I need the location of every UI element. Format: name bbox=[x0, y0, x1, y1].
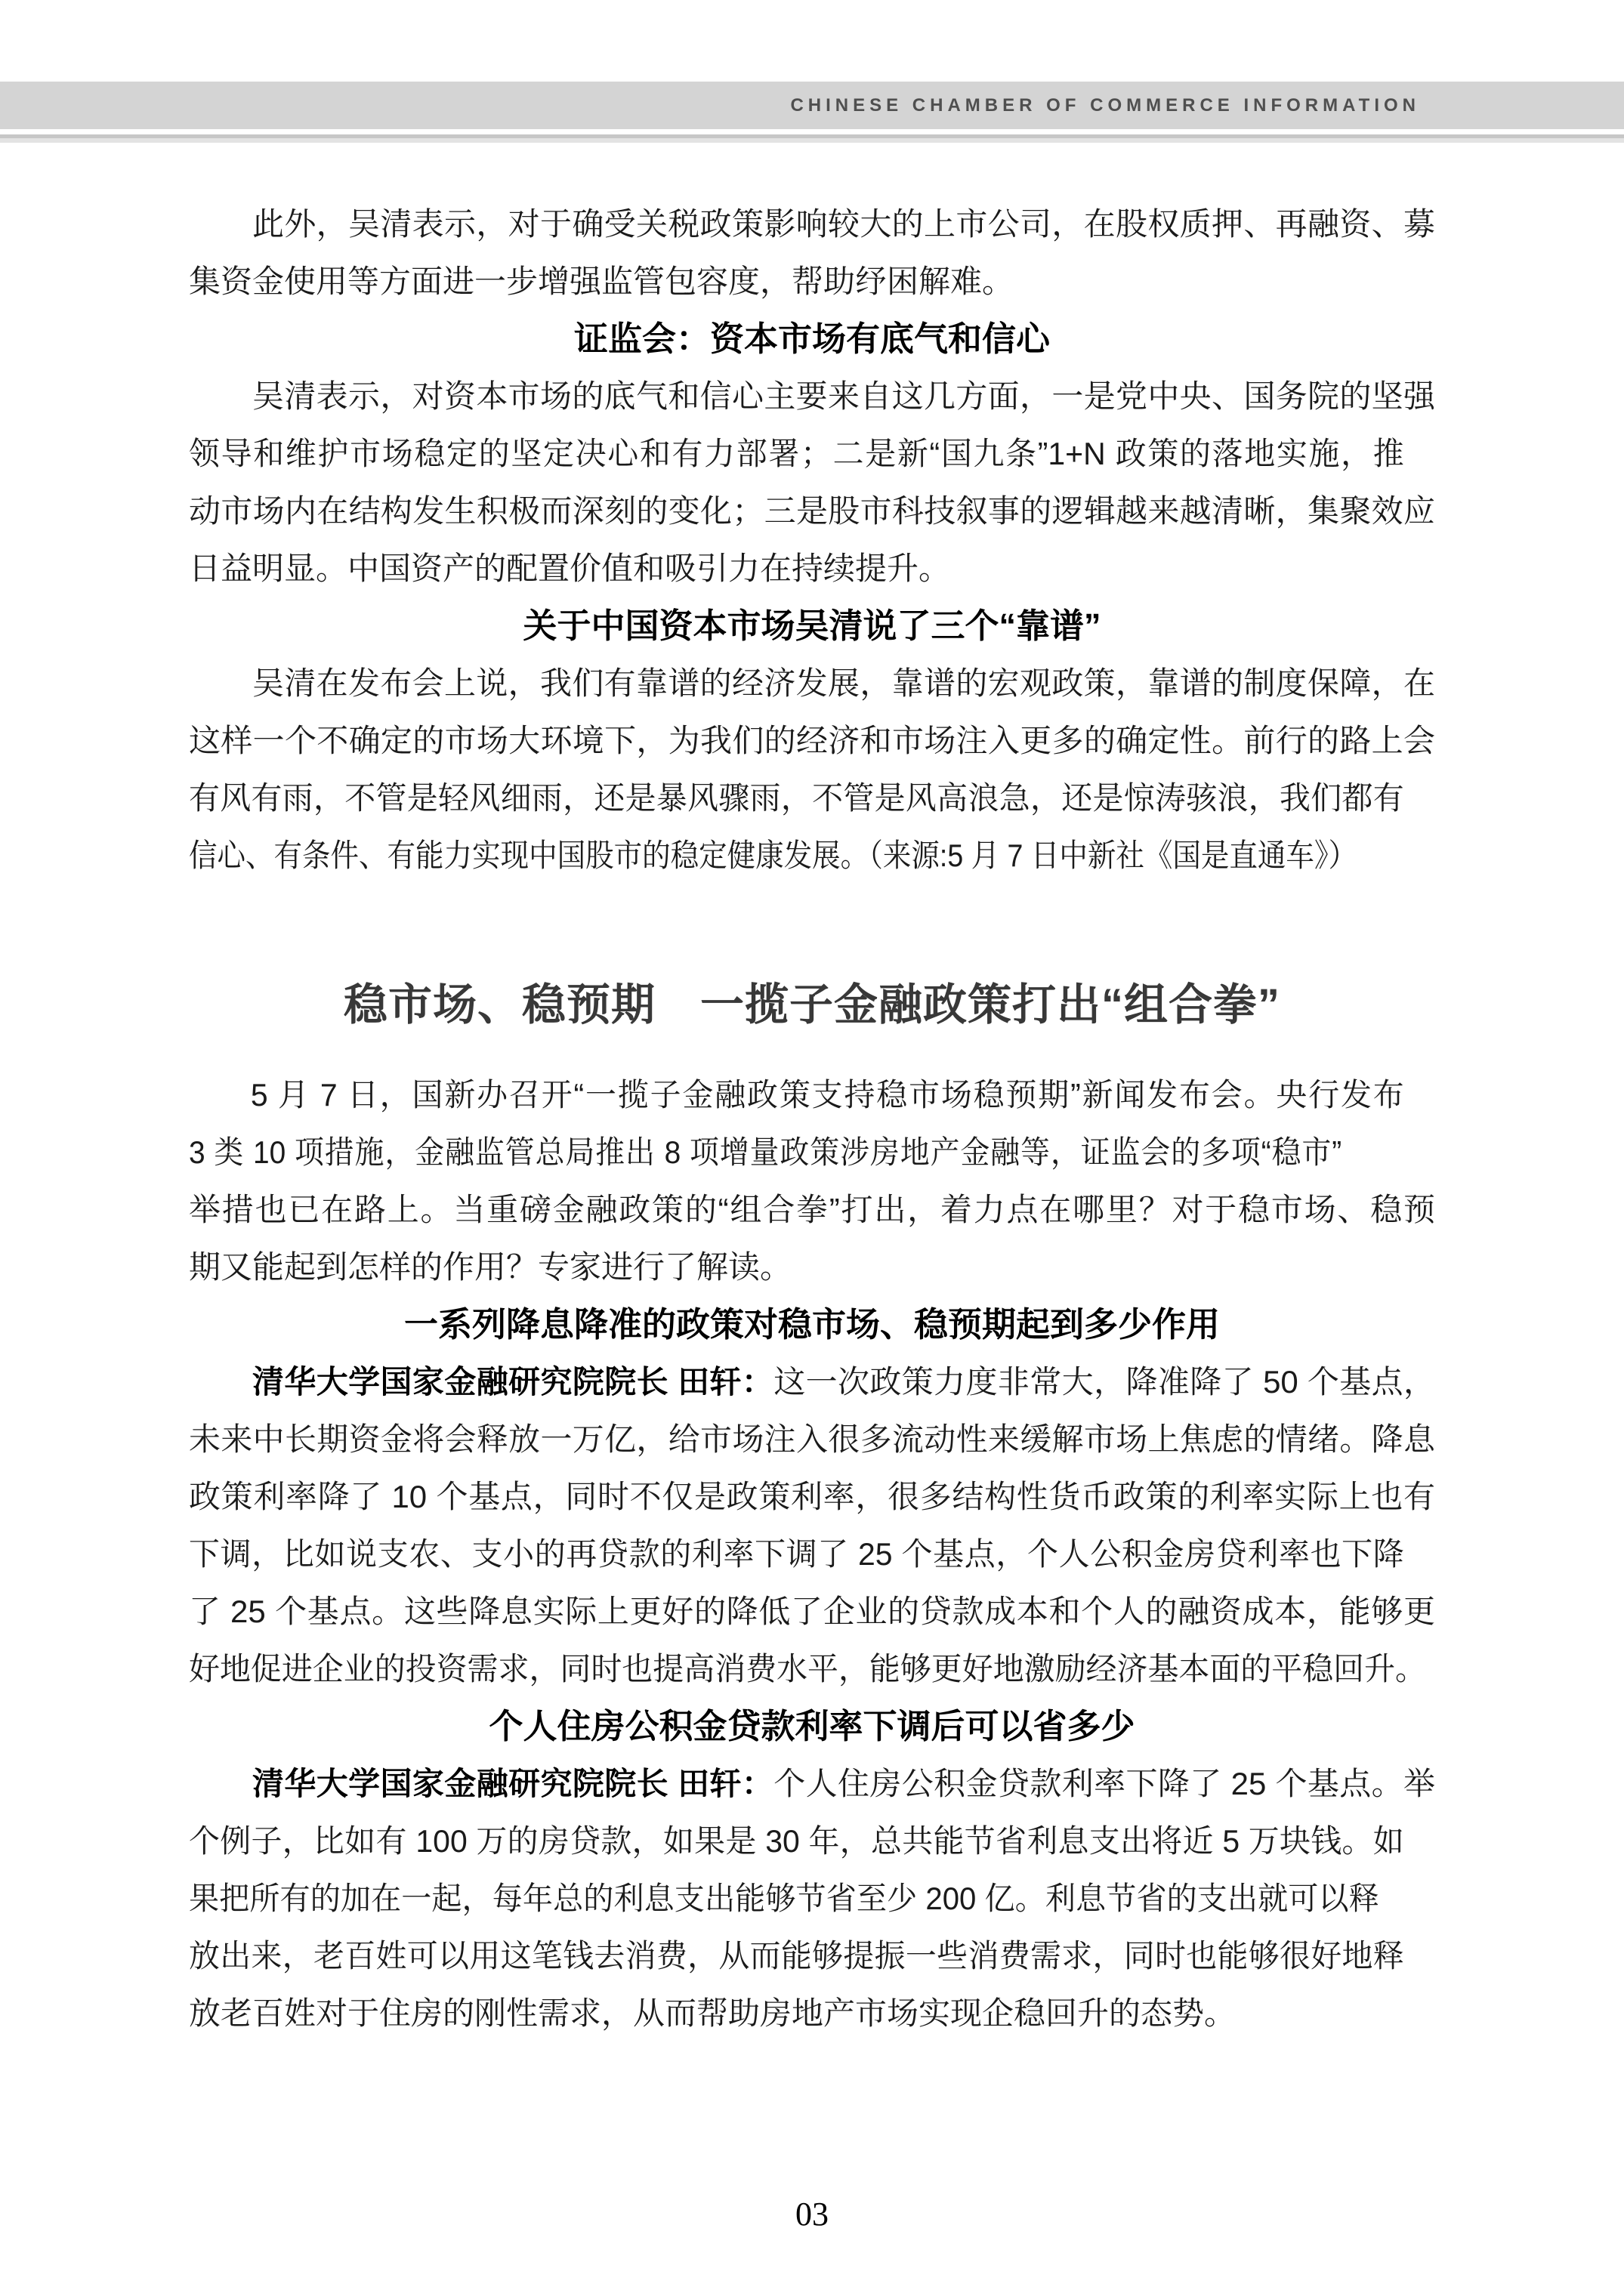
text-line: 领导和维护市场稳定的坚定决心和有力部署；二是新“国九条”1+N 政策的落地实施，推 bbox=[189, 436, 1404, 471]
page-number: 03 bbox=[795, 2196, 829, 2233]
text-line: 好地促进企业的投资需求，同时也提高消费水平，能够更好地激励经济基本面的平稳回升。 bbox=[189, 1651, 1427, 1687]
article-body bbox=[189, 196, 1435, 2042]
text-run: 这一次政策力度非常大，降准降了 50 个基点， bbox=[773, 1364, 1436, 1400]
header-divider-light bbox=[0, 138, 1624, 143]
speaker-name: 清华大学国家金融研究院院长 田轩： bbox=[252, 1766, 774, 1801]
text-line: 放老百姓对于住房的刚性需求，从而帮助房地产市场实现企稳回升的态势。 bbox=[189, 1995, 1237, 2031]
text-line: 信心、有条件、有能力实现中国股市的稳定健康发展。（来源:5 月 7 日中新社《国是直通车》） bbox=[189, 838, 1357, 873]
text-line: 政策利率降了 10 个基点，同时不仅是政策利率，很多结构性货币政策的利率实际上也有 bbox=[189, 1479, 1435, 1514]
text-line: 有风有雨，不管是轻风细雨，还是暴风骤雨，不管是风高浪急，还是惊涛骇浪，我们都有 bbox=[189, 780, 1404, 816]
paragraph bbox=[189, 1066, 1435, 1296]
text-line: 了 25 个基点。这些降息实际上更好的降低了企业的贷款成本和个人的融资成本，能够更 bbox=[189, 1594, 1435, 1629]
text-line bbox=[189, 1755, 1435, 1813]
text-line: 下调，比如说支农、支小的再贷款的利率下调了 25 个基点，个人公积金房贷利率也下降 bbox=[189, 1536, 1404, 1572]
paragraph bbox=[189, 1353, 1435, 1698]
article-title: 稳市场、稳预期 一揽子金融政策打出“组合拳” bbox=[343, 980, 1280, 1029]
text-line: 吴清在发布会上说，我们有靠谱的经济发展，靠谱的宏观政策，靠谱的制度保障，在 bbox=[252, 665, 1435, 701]
speaker-name: 清华大学国家金融研究院院长 田轩： bbox=[252, 1364, 774, 1400]
text-run: 个人住房公积金贷款利率下降了 25 个基点。举 bbox=[773, 1766, 1436, 1801]
text-line: 此外，吴清表示，对于确受关税政策影响较大的上市公司，在股权质押、再融资、募 bbox=[252, 206, 1435, 242]
text-line: 日益明显。中国资产的配置价值和吸引力在持续提升。 bbox=[189, 551, 951, 586]
header-brand-text: CHINESE CHAMBER OF COMMERCE INFORMATION bbox=[790, 95, 1420, 116]
text-line bbox=[189, 1353, 1435, 1411]
section-heading: 关于中国资本市场吴清说了三个“靠谱” bbox=[523, 606, 1101, 645]
text-line: 举措也已在路上。当重磅金融政策的“组合拳”打出，着力点在哪里？对于稳市场、稳预 bbox=[189, 1192, 1435, 1227]
text-line: 3 类 10 项措施，金融监管总局推出 8 项增量政策涉房地产金融等，证监会的多项“稳市” bbox=[189, 1134, 1342, 1170]
text-line: 未来中长期资金将会释放一万亿，给市场注入很多流动性来缓解市场上焦虑的情绪。降息 bbox=[189, 1421, 1435, 1457]
text-line: 放出来，老百姓可以用这笔钱去消费，从而能够提振一些消费需求，同时也能够很好地释 bbox=[189, 1938, 1404, 1974]
text-line: 吴清表示，对资本市场的底气和信心主要来自这几方面，一是党中央、国务院的坚强 bbox=[252, 378, 1435, 414]
text-line: 动市场内在结构发生积极而深刻的变化；三是股市科技叙事的逻辑越来越清晰，集聚效应 bbox=[189, 493, 1435, 529]
text-line: 果把所有的加在一起，每年总的利息支出能够节省至少 200 亿。利息节省的支出就可以释 bbox=[189, 1881, 1379, 1916]
paragraph bbox=[189, 655, 1435, 884]
text-line: 这样一个不确定的市场大环境下，为我们的经济和市场注入更多的确定性。前行的路上会 bbox=[189, 723, 1435, 758]
section-heading: 一系列降息降准的政策对稳市场、稳预期起到多少作用 bbox=[403, 1305, 1220, 1344]
text-line: 集资金使用等方面进一步增强监管包容度，帮助纾困解难。 bbox=[189, 264, 1014, 299]
text-line: 5 月 7 日，国新办召开“一揽子金融政策支持稳市场稳预期”新闻发布会。央行发布 bbox=[250, 1077, 1404, 1113]
paragraph bbox=[189, 368, 1435, 597]
section-heading: 证监会：资本市场有底气和信心 bbox=[573, 319, 1050, 358]
section-heading: 个人住房公积金贷款利率下调后可以省多少 bbox=[489, 1707, 1135, 1745]
text-line: 期又能起到怎样的作用？专家进行了解读。 bbox=[189, 1249, 792, 1285]
text-line: 个例子，比如有 100 万的房贷款，如果是 30 年，总共能节省利息支出将近 5 万块钱。如 bbox=[189, 1823, 1404, 1859]
paragraph bbox=[189, 1755, 1435, 2042]
paragraph bbox=[189, 196, 1435, 310]
